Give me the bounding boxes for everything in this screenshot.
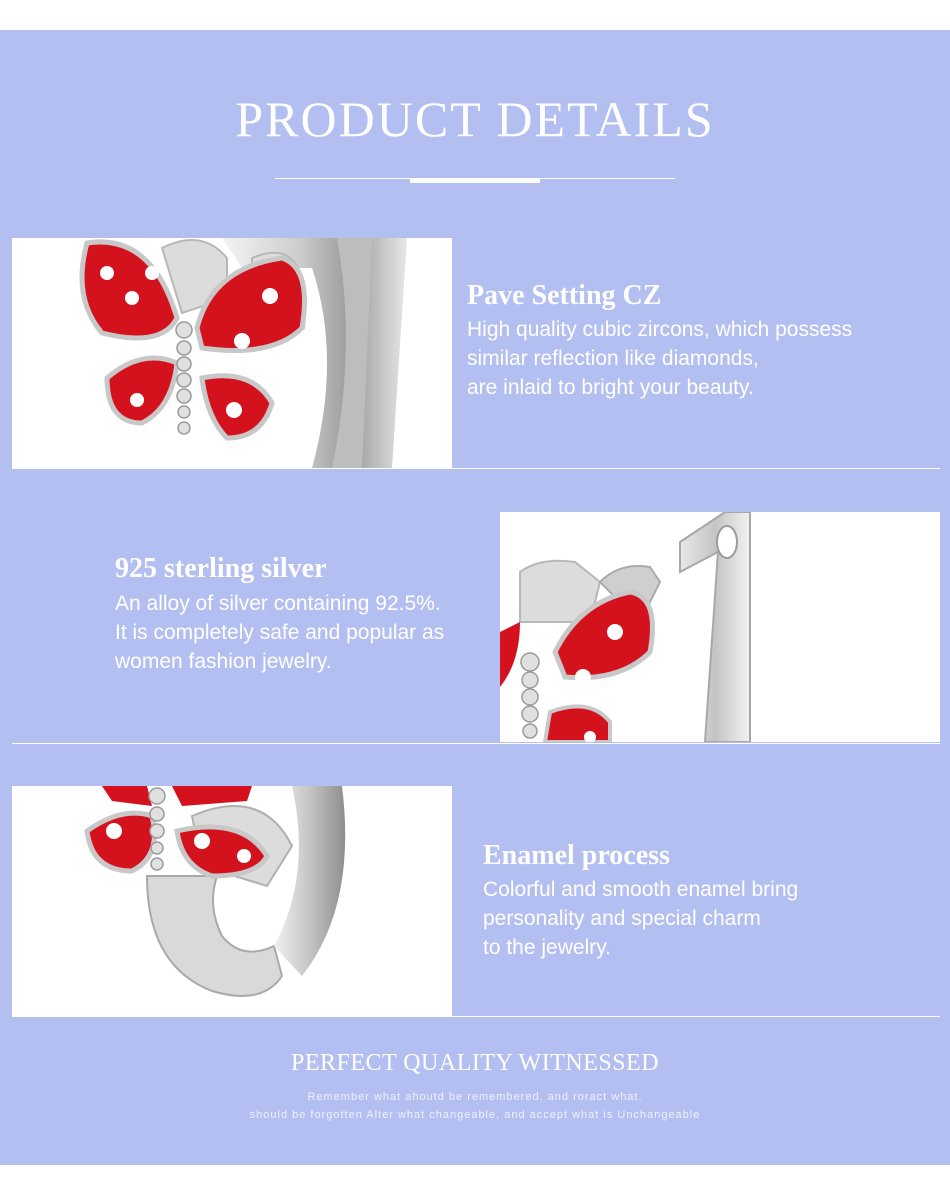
section-divider xyxy=(12,1016,940,1017)
footer-title: PERFECT QUALITY WITNESSED xyxy=(290,1050,660,1076)
section-divider xyxy=(12,468,940,469)
feature-description-line: personality and special charm xyxy=(483,907,761,930)
footer-tagline-line: Remember what ahoutd be remembered. and roract what. xyxy=(307,1091,643,1103)
feature-title-sterling-silver: 925 sterling silver xyxy=(115,553,327,584)
feature-description-line: are inlaid to bright your beauty. xyxy=(467,376,754,399)
enamel-butterfly-earring-image xyxy=(12,786,452,1016)
feature-description-line: similar reflection like diamonds, xyxy=(467,347,759,370)
title-divider-accent xyxy=(410,179,540,183)
feature-description-line: women fashion jewelry. xyxy=(115,650,332,673)
butterfly-earring-closeup-image xyxy=(12,238,452,468)
feature-title-enamel-process: Enamel process xyxy=(483,840,670,871)
silver-hoop-earring-image xyxy=(500,512,940,742)
feature-description-line: It is completely safe and popular as xyxy=(115,621,445,644)
footer-tagline-line: should be forgotten Alter what changeable, and accept what is Unchangeable xyxy=(249,1109,701,1121)
feature-description-line: to the jewelry. xyxy=(483,936,611,959)
page-title: PRODUCT DETAILS xyxy=(235,91,715,147)
feature-description-line: High quality cubic zircons, which possess xyxy=(467,318,853,341)
feature-description-line: An alloy of silver containing 92.5%. xyxy=(115,592,441,615)
feature-title-pave-setting: Pave Setting CZ xyxy=(467,280,662,311)
feature-description-line: Colorful and smooth enamel bring xyxy=(483,878,799,901)
section-divider xyxy=(12,743,940,744)
